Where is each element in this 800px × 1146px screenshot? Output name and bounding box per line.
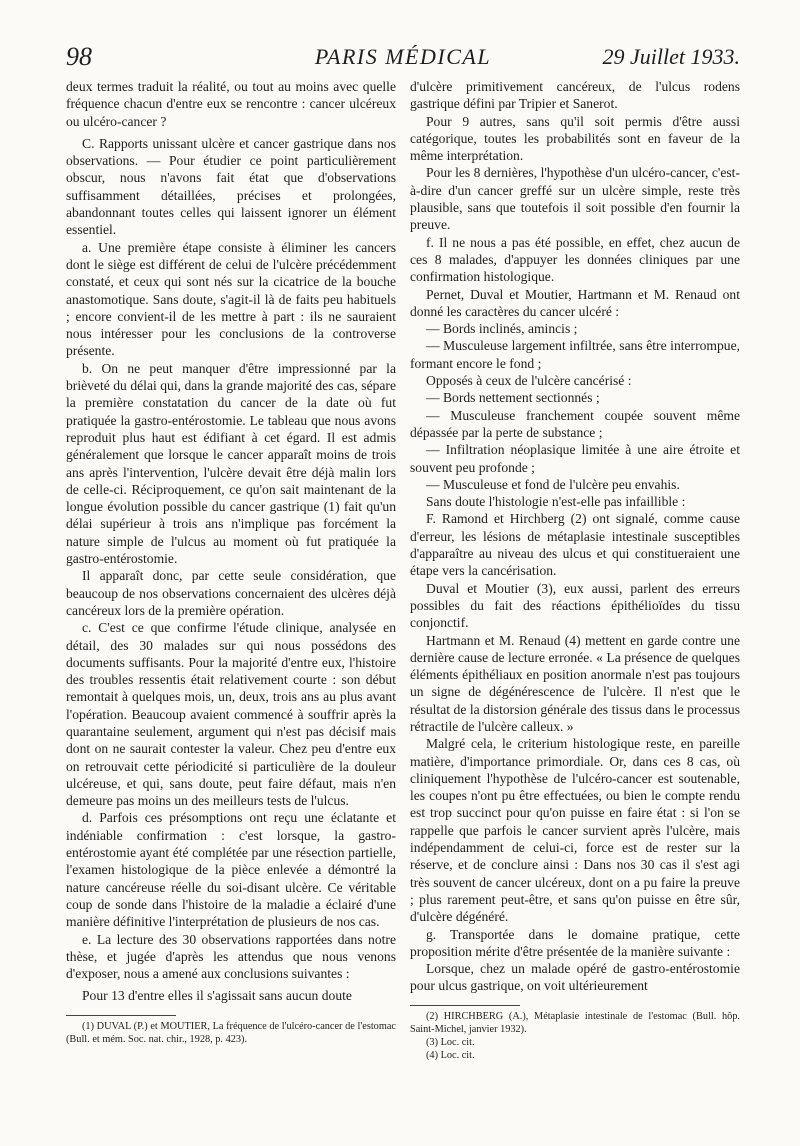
paragraph: g. Transportée dans le domaine pratique, cette proposition mérite d'être présentée de la manière suivante : (410, 926, 740, 959)
paragraph: Opposés à ceux de l'ulcère cancérisé : (426, 373, 632, 389)
footnote: (1) DUVAL (P.) et MOUTIER, La fréquence de l'ulcéro-cancer de l'estomac (Bull. et mém. Soc. nat. chir., 1928, p. 423). (66, 1020, 396, 1045)
left-column (66, 78, 396, 1046)
paragraph: Pour 13 d'entre elles il s'agissait sans aucun doute (82, 988, 352, 1004)
list-item: — Musculeuse franchement coupée souvent même dépassée par la perte de substance ; (410, 407, 740, 440)
paragraph: Malgré cela, le criterium histologique reste, en pareille matière, d'importance primordiale. Or, dans ces 8 cas, où cliniquement l'hypothèse de l'ulcéro-cancer est soutenable, les coupes n'ont pu être effectuées, ou bien le compte rendu est trop succinct pour qu'on puisse en faire état : si l'on se rappelle que parfois le cancer survient après l'ulcère, mais indépendamment de celui-ci, force est de rester sur la réserve, et de conclure ainsi : Dans nos 30 cas il s'est agi très souvent de cancer ulcéreux, dont on a pu faire la preuve ; plus rarement peut-être, et sans qu'on puisse en être sûr, d'ulcère dégénéré. (410, 736, 740, 925)
list-item: — Musculeuse largement infiltrée, sans être interrompue, formant encore le fond ; (410, 338, 740, 371)
footnote-rule (66, 1015, 176, 1016)
paragraph: a. Une première étape consiste à éliminer les cancers dont le siège est différent de celui de l'ulcère précédemment constaté, et ceux qui sont nés sur la cicatrice de la bouche anastomotique. Sans doute, s'agit-il là de faits peu habituels ; encore convient-il de les mettre à part : ils ne sauraient nous intéresser pour les conclusions de la controverse présente. (66, 239, 396, 359)
right-column (410, 78, 740, 1062)
paragraph: b. On ne peut manquer d'être impressionné par la brièveté du délai qui, dans la grande majorité des cas, sépare la première constatation du cancer de la date où fut pratiquée la gastro-entérostomie. Le tableau que nous avons reproduit plus haut est édifiant à cet égard. Il est admis généralement que lorsque le cancer apparaît moins de trois ans après l'intervention, l'ulcère devait être déjà malin lors de celle-ci. Réciproquement, ce qu'on sait maintenant de la longue évolution possible du cancer gastrique (1) fait qu'un délai supérieur à trois ans n'implique pas forcément la nature simple de l'ulcus au moment où fut pratiquée la gastro-entérostomie. (66, 360, 396, 567)
list-item: — Musculeuse et fond de l'ulcère peu envahis. (426, 476, 680, 492)
paragraph: Sans doute l'histologie n'est-elle pas infaillible : (426, 494, 686, 510)
paragraph: Pernet, Duval et Moutier, Hartmann et M. Renaud ont donné les caractères du cancer ulcéré : (410, 286, 740, 319)
paragraph: deux termes traduit la réalité, ou tout au moins avec quelle fréquence chacun d'entre eux se rencontre : cancer ulcéreux ou ulcéro-cancer ? (66, 79, 396, 129)
paragraph: Duval et Moutier (3), eux aussi, parlent des erreurs possibles du fait des réactions épithélioïdes du tissu conjonctif. (410, 580, 740, 631)
paragraph: d'ulcère primitivement cancéreux, de l'ulcus rodens gastrique défini par Tripier et Sanerot. (410, 79, 740, 112)
footnote: (2) HIRCHBERG (A.), Métaplasie intestinale de l'estomac (Bull. hôp. Saint-Michel, janvier 1932). (410, 1010, 740, 1035)
paragraph: c. C'est ce que confirme l'étude clinique, analysée en détail, des 30 malades sur qui nous possédons des documents suffisants. Pour la majorité d'entre eux, l'histoire des troubles ressentis était relativement courte : son début remontait à quelques mois, un, deux, trois ans au plus avant l'opération. Beaucoup avaient commencé à souffrir après la quarantaine seulement, argument qui n'est pas décisif mais dont on ne saurait contester la valeur. Chez peu d'entre eux on retrouvait cette périodicité si particulière de la douleur ulcéreuse, et qui, sans doute, peut faire défaut, mais n'en demeure pas moins un des meilleurs tests de l'ulcus. (66, 620, 396, 809)
list-item: — Bords nettement sectionnés ; (426, 390, 600, 406)
footnote: (3) Loc. cit. (426, 1036, 475, 1048)
list-item: — Bords inclinés, amincis ; (426, 321, 578, 337)
paragraph: Lorsque, chez un malade opéré de gastro-entérostomie pour ulcus gastrique, on voit ultérieurement (410, 961, 740, 994)
paragraph: e. La lecture des 30 observations rapportées dans notre thèse, et jugée d'après les attendus que nous venons d'exposer, nous a amené aux conclusions suivantes : (66, 931, 396, 982)
paragraph: Il apparaît donc, par cette seule considération, que beaucoup de nos observations concernaient des ulcères déjà cancéreux lors de la première opération. (66, 568, 396, 618)
footnote-rule (410, 1005, 520, 1006)
paragraph: F. Ramond et Hirchberg (2) ont signalé, comme cause d'erreur, les lésions de métaplasie intestinale susceptibles d'apparaître au niveau des ulcus et qui constitueraient une étape vers la cancérisation. (410, 511, 740, 579)
paragraph: Pour 9 autres, sans qu'il soit permis d'être aussi catégorique, toutes les probabilités sont en faveur de la même interprétation. (410, 113, 740, 164)
list-item: — Infiltration néoplasique limitée à une aire étroite et souvent peu profonde ; (410, 442, 740, 475)
issue-date: 29 Juillet 1933. (602, 44, 740, 69)
paragraph: f. Il ne nous a pas été possible, en effet, chez aucun de ces 8 malades, d'appuyer les données cliniques par une confirmation histologique. (410, 234, 740, 285)
paragraph: Pour les 8 dernières, l'hypothèse d'un ulcéro-cancer, c'est-à-dire d'un cancer greffé sur un ulcère simple, reste très plausible, sans que toutefois il soit possible d'en fournir la preuve. (410, 165, 740, 233)
paragraph: d. Parfois ces présomptions ont reçu une éclatante et indéniable confirmation : c'est lorsque, la gastro-entérostomie ayant été complétée par une résection partielle, l'examen histologique de la pièce enlevée a démontré la nature cancéreuse réelle du soi-disant ulcère. Ce véritable coup de sonde dans l'histoire de la maladie a éclairé d'une manière définitive l'interprétation de plusieurs de nos cas. (66, 810, 396, 930)
paragraph: Hartmann et M. Renaud (4) mettent en garde contre une dernière cause de lecture erronée. « La présence de quelques éléments épithéliaux en position anormale n'est pas toujours un signe de dégénérescence de l'ulcère. Il n'est que le résultat de la distorsion générale des tissus dans le processus rétractile de l'ulcère calleux. » (410, 632, 740, 734)
footnote: (4) Loc. cit. (426, 1049, 475, 1061)
running-header (66, 42, 740, 76)
journal-title: PARIS MÉDICAL (314, 44, 492, 69)
page-number: 98 (66, 42, 92, 71)
section-heading-paragraph: C. Rapports unissant ulcère et cancer gastrique dans nos observations. — Pour étudier ce point particulièrement obscur, nous n'avons fait état que d'observations suffisamment détaillées, précises et prolongées, abandonnant toutes celles qui laissent ignorer un élément essentiel. (66, 135, 396, 238)
